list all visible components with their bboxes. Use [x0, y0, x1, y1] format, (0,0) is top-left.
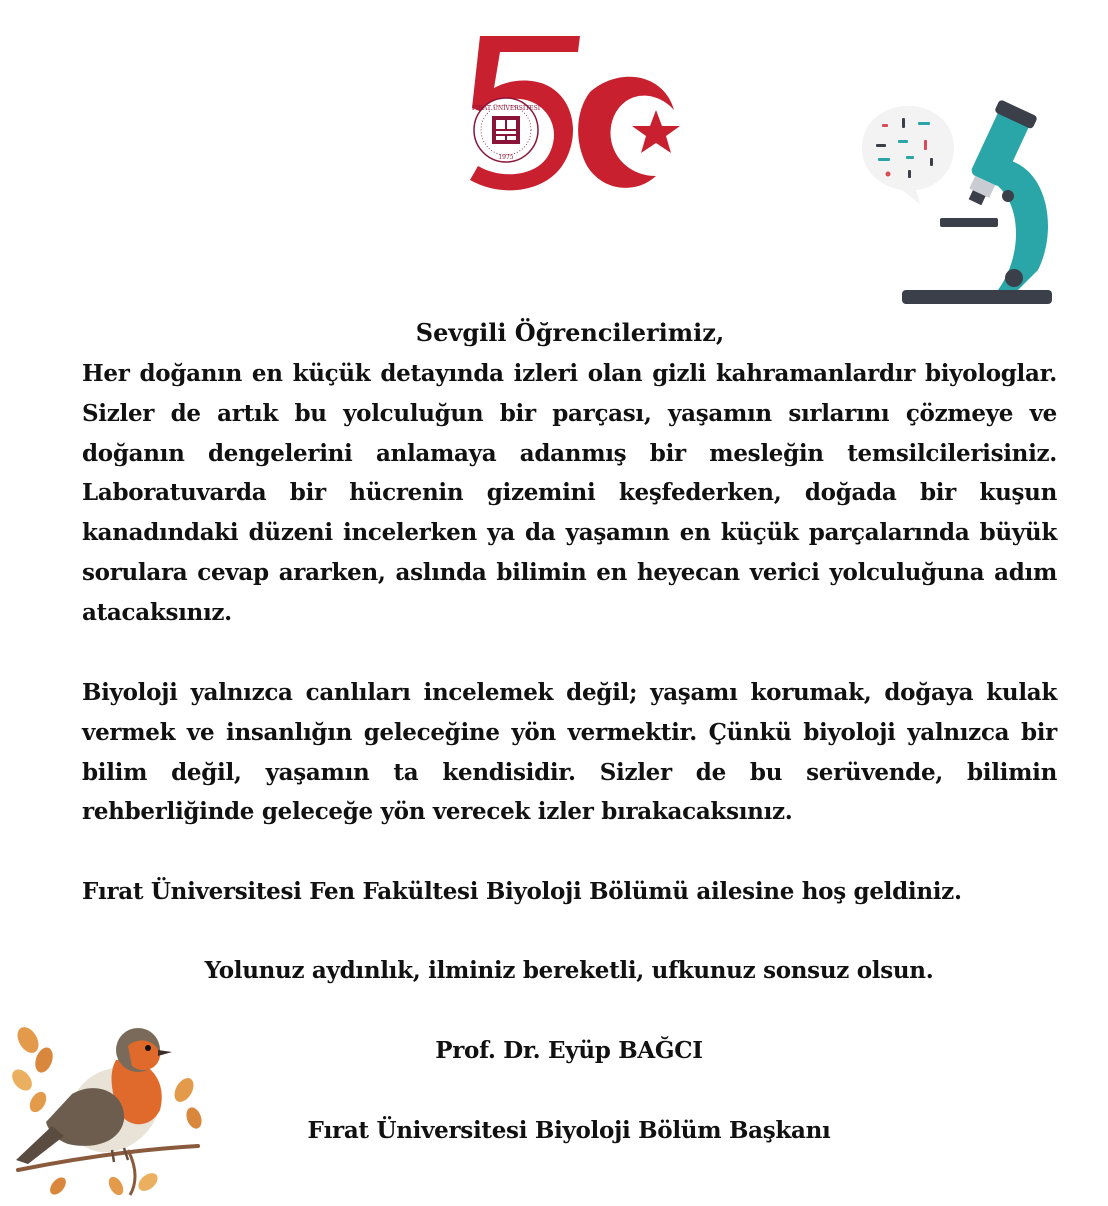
seal-text: FIRAT ÜNİVERSİTESİ: [471, 105, 541, 112]
signature-title: Fırat Üniversitesi Biyoloji Bölüm Başkanı: [307, 1117, 831, 1144]
letter-paragraph-1: Her doğanın en küçük detayında izleri olan gizli kahramanlardır biyologlar. Sizler de artık bu yolculuğun bir parçası, yaşamın sırlarını çözmeye ve doğanın dengelerini anlamaya adanmış bir mesleğin temsilcilerisiniz. Laboratuvarda bir hücrenin gizemini keşfederken, doğada bir kuşun kanadındaki düzeni incelerken ya da yaşamın en küçük parçalarında büyük sorulara cevap ararken, aslında bilimin en heyecan verici yolculuğuna adım atacaksınız.: [82, 360, 1057, 626]
letter-closing: Yolunuz aydınlık, ilminiz bereketli, ufkunuz sonsuz olsun.: [204, 957, 934, 984]
robin-bird-illustration: [8, 1010, 208, 1200]
letter-paragraph-3: Fırat Üniversitesi Fen Fakültesi Biyoloji Bölümü ailesine hoş geldiniz.: [82, 878, 962, 905]
microscope-icon: [858, 100, 1068, 310]
letter-greeting: Sevgili Öğrencilerimiz,: [415, 318, 725, 347]
anniversary-50-logo: [450, 26, 690, 206]
letter-paragraph-2: Biyoloji yalnızca canlıları incelemek değil; yaşamı korumak, doğaya kulak vermek ve insanlığın geleceğine yön vermektir. Çünkü biyoloji yalnızca bir bilim değil, yaşamın ta kendisidir. Sizler de bu serüvende, bilimin rehberliğinde geleceğe yön verecek izler bırakacaksınız.: [82, 679, 1057, 826]
signature-name: Prof. Dr. Eyüp BAĞCI: [435, 1037, 703, 1064]
seal-year: 1975: [498, 154, 514, 161]
